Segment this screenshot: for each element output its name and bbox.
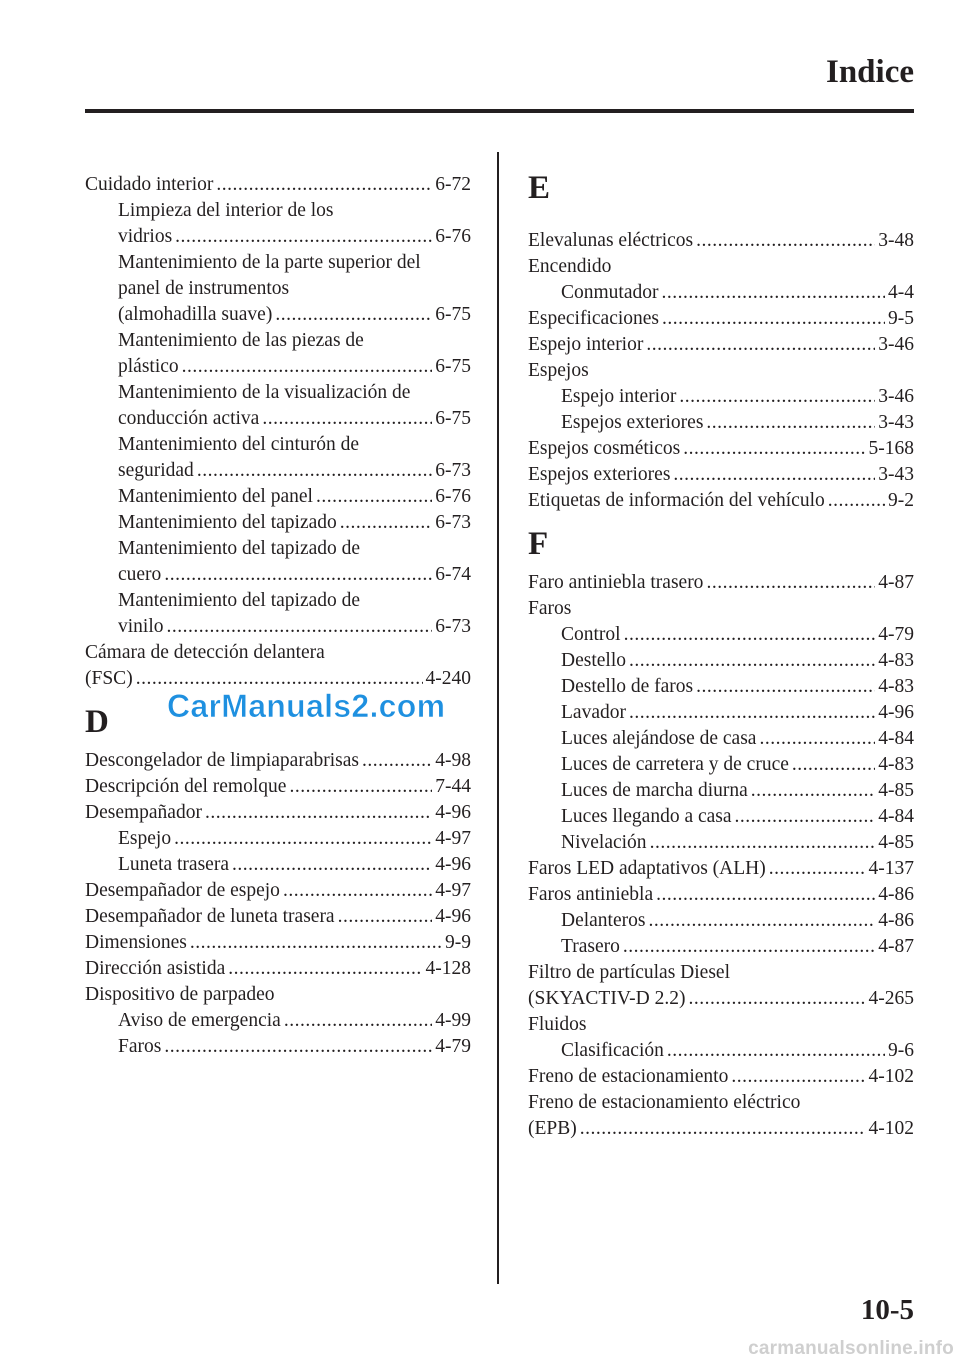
index-entry (528, 306, 914, 332)
page-reference: 4-79 (878, 624, 914, 645)
entry-text: Filtro de partículas Diesel (528, 962, 730, 983)
page-reference: 4-97 (435, 828, 471, 849)
page-reference: 4-96 (435, 802, 471, 823)
entry-text: Conmutador (561, 282, 659, 303)
dot-leader (650, 830, 876, 856)
index-subentry (85, 536, 471, 562)
index-entry (85, 800, 471, 826)
entry-text: Mantenimiento del cinturón de (118, 434, 359, 455)
index-entry (85, 748, 471, 774)
index-subentry (528, 700, 914, 726)
entry-text: Descripción del remolque (85, 776, 287, 797)
entry-text: (almohadilla suave) (118, 304, 273, 325)
dot-leader (216, 172, 432, 198)
entry-text: Espejos exteriores (561, 412, 704, 433)
entry-text: Destello (561, 650, 626, 671)
dot-leader (792, 752, 875, 778)
index-subentry (85, 458, 471, 484)
index-subentry (85, 354, 471, 380)
index-subentry (85, 826, 471, 852)
index-subentry (85, 250, 471, 276)
entry-text: Dimensiones (85, 932, 187, 953)
index-subentry (85, 406, 471, 432)
entry-text: Faros LED adaptativos (ALH) (528, 858, 766, 879)
entry-text: Luces alejándose de casa (561, 728, 757, 749)
entry-text: Trasero (561, 936, 620, 957)
index-subentry (85, 1008, 471, 1034)
dot-leader (174, 826, 432, 852)
dot-leader (284, 1008, 432, 1034)
index-subentry (85, 484, 471, 510)
entry-text: Desempañador de espejo (85, 880, 280, 901)
page-reference: 7-44 (435, 776, 471, 797)
entry-text: Luces llegando a casa (561, 806, 732, 827)
page-reference: 4-240 (425, 668, 471, 689)
entry-text: conducción activa (118, 408, 260, 429)
dot-leader (164, 1034, 432, 1060)
entry-text: Freno de estacionamiento (528, 1066, 729, 1087)
page-reference: 4-96 (435, 906, 471, 927)
entry-text: Mantenimiento del tapizado (118, 512, 337, 533)
dot-leader (623, 934, 875, 960)
page-reference: 4-128 (425, 958, 471, 979)
page-reference: 4-96 (435, 854, 471, 875)
dot-leader (696, 228, 875, 254)
index-entry (85, 878, 471, 904)
watermark: CarManuals2.com (167, 688, 446, 724)
dot-leader (167, 614, 433, 640)
entry-text: Control (561, 624, 621, 645)
entry-text: Mantenimiento de la parte superior del (118, 252, 421, 273)
entry-text: Espejos cosméticos (528, 438, 681, 459)
index-subentry (528, 726, 914, 752)
page-reference: 4-84 (878, 728, 914, 749)
entry-text: (EPB) (528, 1118, 577, 1139)
footer-watermark: carmanualsonline.info (748, 1338, 954, 1359)
page-reference: 6-73 (435, 460, 471, 481)
page-reference: 3-46 (878, 386, 914, 407)
dot-leader (731, 1064, 865, 1090)
index-entry (528, 436, 914, 462)
entry-text: Dispositivo de parpadeo (85, 984, 275, 1005)
dot-leader (175, 224, 432, 250)
dot-leader (232, 852, 432, 878)
dot-leader (706, 570, 875, 596)
index-entry (85, 982, 471, 1008)
page-reference: 4-86 (878, 910, 914, 931)
page-title: Indice (825, 54, 914, 90)
index-subentry (528, 674, 914, 700)
index-entry (528, 986, 914, 1012)
entry-text: Dirección asistida (85, 958, 226, 979)
dot-leader (580, 1116, 866, 1142)
dot-leader (340, 510, 432, 536)
dot-leader (662, 280, 886, 306)
dot-leader (656, 882, 875, 908)
entry-text: (SKYACTIV-D 2.2) (528, 988, 686, 1009)
dot-leader (338, 904, 433, 930)
entry-text: Luces de carretera y de cruce (561, 754, 789, 775)
page-reference: 4-97 (435, 880, 471, 901)
index-subentry (85, 432, 471, 458)
index-entry (528, 1064, 914, 1090)
entry-text: Especificaciones (528, 308, 660, 329)
dot-leader (688, 986, 865, 1012)
page-reference: 4-86 (878, 884, 914, 905)
dot-leader (362, 748, 432, 774)
entry-text: Faros (118, 1036, 162, 1057)
index-entry (528, 882, 914, 908)
index-subentry (85, 302, 471, 328)
index-subentry (528, 622, 914, 648)
entry-text: Espejos exteriores (528, 464, 671, 485)
index-entry (85, 904, 471, 930)
index-entry (85, 956, 471, 982)
entry-text: Clasificación (561, 1040, 664, 1061)
entry-text: Espejos (528, 360, 589, 381)
page-reference: 6-72 (435, 174, 471, 195)
page-number: 10-5 (860, 1294, 914, 1326)
index-subentry (85, 224, 471, 250)
entry-text: plástico (118, 356, 179, 377)
entry-text: Aviso de emergencia (118, 1010, 281, 1031)
entry-text: cuero (118, 564, 162, 585)
page-reference: 9-5 (888, 308, 914, 329)
index-subentry (528, 1038, 914, 1064)
page-reference: 6-75 (435, 304, 471, 325)
index-column-right (528, 172, 914, 1142)
entry-text: Luces de marcha diurna (561, 780, 748, 801)
dot-leader (735, 804, 876, 830)
page-reference: 4-83 (878, 754, 914, 775)
entry-text: Lavador (561, 702, 626, 723)
page-reference: 4-102 (868, 1118, 914, 1139)
dot-leader (624, 622, 876, 648)
page-reference: 4-83 (878, 676, 914, 697)
index-entry (528, 856, 914, 882)
dot-leader (289, 774, 432, 800)
dot-leader (275, 302, 432, 328)
index-subentry (528, 280, 914, 306)
index-subentry (85, 276, 471, 302)
page-reference: 4-99 (435, 1010, 471, 1031)
entry-text: vidrios (118, 226, 173, 247)
dot-leader (262, 406, 432, 432)
entry-text: Mantenimiento de las piezas de (118, 330, 364, 351)
dot-leader (673, 462, 875, 488)
dot-leader (646, 332, 875, 358)
index-entry (85, 640, 471, 666)
page-reference: 4-98 (435, 750, 471, 771)
page-reference: 9-2 (888, 490, 914, 511)
entry-text: Cámara de detección delantera (85, 642, 325, 663)
index-subentry (85, 1034, 471, 1060)
dot-leader (759, 726, 875, 752)
index-subentry (85, 380, 471, 406)
dot-leader (164, 562, 432, 588)
entry-text: Fluidos (528, 1014, 587, 1035)
entry-text: Elevalunas eléctricos (528, 230, 694, 251)
index-entry (85, 930, 471, 956)
dot-leader (629, 700, 875, 726)
index-subentry (85, 510, 471, 536)
entry-text: Espejo interior (528, 334, 644, 355)
index-subentry (85, 588, 471, 614)
index-entry (528, 462, 914, 488)
index-subentry (85, 562, 471, 588)
index-subentry (85, 198, 471, 224)
index-subentry (528, 804, 914, 830)
index-entry (528, 1012, 914, 1038)
index-subentry (528, 410, 914, 436)
dot-leader (679, 384, 875, 410)
entry-text: Encendido (528, 256, 612, 277)
index-entry (85, 172, 471, 198)
index-column-left (85, 172, 471, 1060)
page-reference: 3-43 (878, 412, 914, 433)
section-letter: E (528, 170, 551, 206)
entry-text: Luneta trasera (118, 854, 229, 875)
page-reference: 4-137 (868, 858, 914, 879)
page-reference: 6-76 (435, 226, 471, 247)
section-letter: D (85, 704, 109, 740)
index-entry (528, 332, 914, 358)
entry-text: seguridad (118, 460, 194, 481)
entry-text: vinilo (118, 616, 164, 637)
entry-text: Nivelación (561, 832, 647, 853)
page-reference: 6-74 (435, 564, 471, 585)
page-reference: 6-75 (435, 356, 471, 377)
entry-text: Desempañador (85, 802, 202, 823)
entry-text: (FSC) (85, 668, 133, 689)
index-subentry (85, 614, 471, 640)
index-entry (528, 570, 914, 596)
page-reference: 4-102 (868, 1066, 914, 1087)
entry-text: Etiquetas de información del vehículo (528, 490, 825, 511)
page-reference: 4-85 (878, 832, 914, 853)
dot-leader (683, 436, 865, 462)
page-reference: 6-73 (435, 512, 471, 533)
index-subentry (528, 384, 914, 410)
dot-leader (648, 908, 875, 934)
page-reference: 3-48 (878, 230, 914, 251)
dot-leader (228, 956, 422, 982)
page-reference: 3-46 (878, 334, 914, 355)
dot-leader (751, 778, 875, 804)
index-entry (528, 228, 914, 254)
entry-text: Mantenimiento del panel (118, 486, 313, 507)
column-divider (497, 152, 499, 1284)
index-entry (528, 358, 914, 384)
dot-leader (769, 856, 866, 882)
page-reference: 4-87 (878, 936, 914, 957)
page-reference: 4-4 (888, 282, 914, 303)
entry-text: Espejo interior (561, 386, 677, 407)
index-entry (528, 596, 914, 622)
dot-leader (205, 800, 432, 826)
header-rule (85, 109, 914, 113)
entry-text: Mantenimiento de la visualización de (118, 382, 411, 403)
page-reference: 4-96 (878, 702, 914, 723)
index-subentry (85, 328, 471, 354)
dot-leader (667, 1038, 885, 1064)
page-reference: 4-84 (878, 806, 914, 827)
dot-leader (629, 648, 875, 674)
index-subentry (528, 648, 914, 674)
entry-text: Limpieza del interior de los (118, 200, 334, 221)
index-subentry (528, 908, 914, 934)
index-entry (528, 1090, 914, 1116)
entry-text: panel de instrumentos (118, 278, 290, 299)
index-subentry (528, 830, 914, 856)
entry-text: Faros (528, 598, 572, 619)
index-subentry (528, 752, 914, 778)
page-reference: 9-6 (888, 1040, 914, 1061)
page-reference: 4-87 (878, 572, 914, 593)
index-entry (528, 488, 914, 514)
section-letter: F (528, 526, 549, 562)
page-reference: 3-43 (878, 464, 914, 485)
page-reference: 4-79 (435, 1036, 471, 1057)
page-reference: 4-85 (878, 780, 914, 801)
dot-leader (283, 878, 432, 904)
dot-leader (828, 488, 885, 514)
entry-text: Desempañador de luneta trasera (85, 906, 335, 927)
entry-text: Descongelador de limpiaparabrisas (85, 750, 359, 771)
entry-text: Freno de estacionamiento eléctrico (528, 1092, 801, 1113)
page-reference: 4-265 (868, 988, 914, 1009)
entry-text: Faro antiniebla trasero (528, 572, 704, 593)
entry-text: Delanteros (561, 910, 646, 931)
page-reference: 6-75 (435, 408, 471, 429)
page-reference: 6-73 (435, 616, 471, 637)
index-entry (528, 960, 914, 986)
dot-leader (182, 354, 433, 380)
dot-leader (190, 930, 442, 956)
entry-text: Mantenimiento del tapizado de (118, 590, 361, 611)
dot-leader (316, 484, 432, 510)
index-entry (528, 1116, 914, 1142)
dot-leader (662, 306, 885, 332)
entry-text: Espejo (118, 828, 172, 849)
page-reference: 9-9 (445, 932, 471, 953)
entry-text: Mantenimiento del tapizado de (118, 538, 361, 559)
index-subentry (528, 778, 914, 804)
index-subentry (528, 934, 914, 960)
index-subentry (85, 852, 471, 878)
page-reference: 4-83 (878, 650, 914, 671)
dot-leader (197, 458, 432, 484)
page-reference: 6-76 (435, 486, 471, 507)
entry-text: Cuidado interior (85, 174, 214, 195)
page-reference: 5-168 (868, 438, 914, 459)
index-entry (528, 254, 914, 280)
index-entry (85, 774, 471, 800)
dot-leader (706, 410, 875, 436)
dot-leader (696, 674, 875, 700)
entry-text: Faros antiniebla (528, 884, 654, 905)
entry-text: Destello de faros (561, 676, 694, 697)
